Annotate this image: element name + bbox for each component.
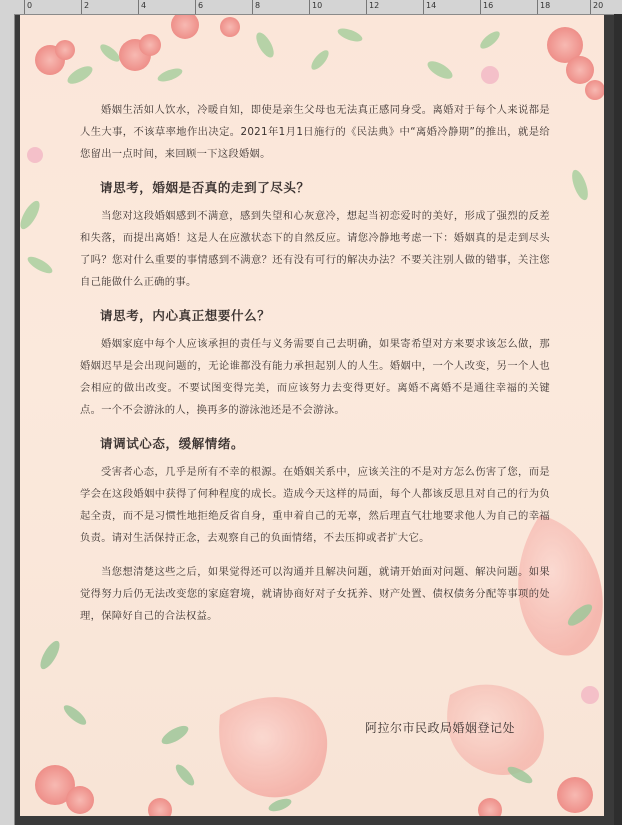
closing-paragraph: 当您想清楚这些之后，如果觉得还可以沟通并且解决问题，就请开始面对问题、解决问题。如果觉得努力后仍无法改变您的家庭窘境，就请协商好对子女抚养、财产处置、债权债务分配等事项的处理，保障好自己的合法权益。 — [80, 566, 550, 622]
ruler-tick: 4 — [138, 0, 139, 14]
section-heading: 请思考，内心真正想要什么？ — [100, 308, 271, 323]
ruler-tick: 0 — [24, 0, 25, 14]
section-paragraph: 受害者心态，几乎是所有不幸的根源。在婚姻关系中，应该关注的不是对方怎么伤害了您，而是学会在这段婚姻中获得了何种程度的成长。造成今天这样的局面，每个人都该反思且对自己的行为负起全责，而不是习惯性地拒绝反省自身，重申着自己的无辜，然后理直气壮地要求他人为自己的幸福负责。请对生活保持正念，去观察自己的负面情绪，不去压抑或者扩大它。 — [80, 466, 550, 544]
ruler-tick: 2 — [81, 0, 82, 14]
section-adjust-mindset — [80, 433, 550, 549]
vertical-ruler — [0, 14, 15, 825]
document-canvas — [20, 15, 604, 816]
vertical-scrollbar[interactable] — [614, 14, 622, 825]
ruler-tick: 8 — [252, 0, 253, 14]
ruler-tick: 16 — [480, 0, 481, 14]
ruler-tick: 10 — [309, 0, 310, 14]
intro-paragraph: 婚姻生活如人饮水，冷暖自知，即使是亲生父母也无法真正感同身受。离婚对于每个人来说都是人生大事，不该草率地作出决定。2021年1月1日施行的《民法典》中“离婚冷静期”的推出，就是给您留出一点时间，来回顾一下这段婚姻。 — [80, 104, 550, 160]
ruler-tick: 6 — [195, 0, 196, 14]
section-heading: 请调试心态，缓解情绪。 — [100, 436, 245, 451]
signature: 阿拉尔市民政局婚姻登记处 — [365, 721, 516, 735]
ruler-tick: 12 — [366, 0, 367, 14]
section-heading: 请思考，婚姻是否真的走到了尽头？ — [100, 180, 310, 195]
ruler-tick: 14 — [423, 0, 424, 14]
section-reflect-wants — [80, 305, 550, 421]
ruler-tick: 18 — [537, 0, 538, 14]
horizontal-ruler — [0, 0, 622, 15]
section-paragraph: 当您对这段婚姻感到不满意，感到失望和心灰意冷，想起当初恋爱时的美好，形成了强烈的反差和失落，而提出离婚！这是人在应激状态下的自然反应。请您冷静地考虑一下：婚姻真的是走到尽头了吗？您对什么重要的事情感到不满意？还有没有可行的解决办法？不要关注别人做的错事，关注您自己能做什么正确的事。 — [80, 210, 550, 288]
section-reflect-ending — [80, 177, 550, 293]
section-paragraph: 婚姻家庭中每个人应该承担的责任与义务需要自己去明确，如果寄希望对方来要求该怎么做，那婚姻迟早是会出现问题的，无论谁都没有能力承担起别人的人生。婚姻中，一个人改变，另一个人也会相应的做出改变。不要试图变得完美，而应该努力去变得更好。离婚不离婚不是通往幸福的关键点。一个不会游泳的人，换再多的游泳池还是不会游泳。 — [80, 338, 550, 416]
letter-body — [80, 99, 550, 639]
ruler-tick: 20 — [590, 0, 591, 14]
